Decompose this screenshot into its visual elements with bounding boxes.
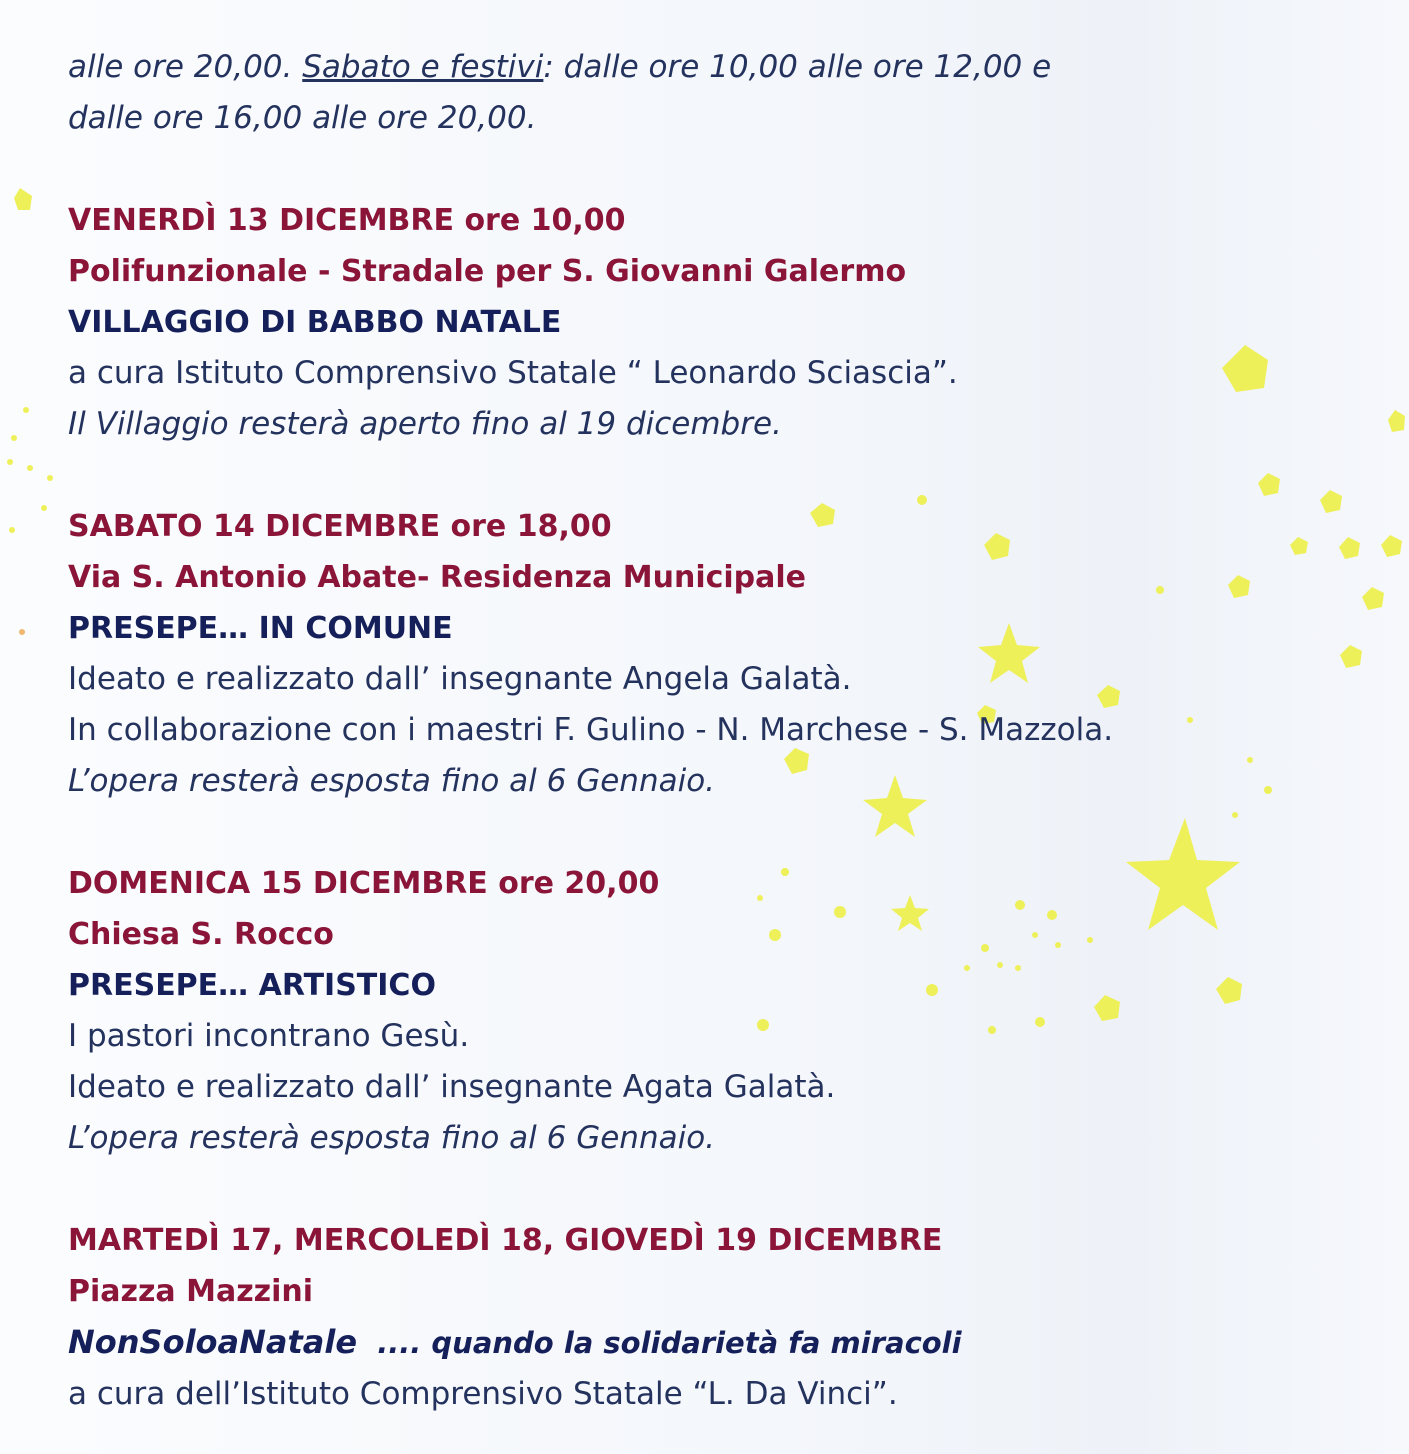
event-note: L’opera resterà esposta fino al 6 Gennaio. bbox=[68, 1120, 716, 1156]
event-place: Piazza Mazzini bbox=[68, 1274, 314, 1309]
event-note: Il Villaggio resterà aperto fino al 19 dicembre. bbox=[68, 406, 782, 442]
event-date: MARTEDÌ 17, MERCOLEDÌ 18, GIOVEDÌ 19 DICEMBRE bbox=[68, 1223, 943, 1258]
event-title: NonSoloaNatale bbox=[68, 1323, 358, 1361]
event-title-line bbox=[68, 1317, 1348, 1369]
intro-line-1 bbox=[68, 42, 1348, 93]
event-date: VENERDÌ 13 DICEMBRE ore 10,00 bbox=[68, 203, 626, 238]
event-place: Polifunzionale - Stradale per S. Giovanni Galermo bbox=[68, 254, 907, 289]
event-date: SABATO 14 DICEMBRE ore 18,00 bbox=[68, 509, 612, 544]
event-line: I pastori incontrano Gesù. bbox=[68, 1018, 470, 1054]
event-place: Chiesa S. Rocco bbox=[68, 917, 334, 952]
event-line: Ideato e realizzato dall’ insegnante Agata Galatà. bbox=[68, 1069, 836, 1105]
event-sabato bbox=[68, 501, 1348, 807]
event-line: a cura Istituto Comprensivo Statale “ Leonardo Sciascia”. bbox=[68, 355, 958, 391]
event-title: PRESEPE… ARTISTICO bbox=[68, 968, 436, 1003]
event-domenica bbox=[68, 858, 1348, 1164]
event-venerdi bbox=[68, 195, 1348, 450]
intro-text: : dalle ore 10,00 alle ore 12,00 e bbox=[543, 49, 1052, 85]
event-place: Via S. Antonio Abate- Residenza Municipale bbox=[68, 560, 807, 595]
event-title: VILLAGGIO DI BABBO NATALE bbox=[68, 305, 562, 340]
event-line: a cura dell’Istituto Comprensivo Statale “L. Da Vinci”. bbox=[68, 1376, 898, 1412]
event-line: In collaborazione con i maestri F. Gulino - N. Marchese - S. Mazzola. bbox=[68, 712, 1114, 748]
event-date: DOMENICA 15 DICEMBRE ore 20,00 bbox=[68, 866, 660, 901]
intro-underlined: Sabato e festivi bbox=[302, 49, 544, 85]
event-subtitle: .... quando la solidarietà fa miracoli bbox=[357, 1326, 962, 1360]
event-martedi bbox=[68, 1215, 1348, 1420]
event-line: Ideato e realizzato dall’ insegnante Angela Galatà. bbox=[68, 661, 852, 697]
intro-line-2: dalle ore 16,00 alle ore 20,00. bbox=[68, 100, 537, 136]
event-program bbox=[68, 42, 1348, 1420]
intro-text: alle ore 20,00. bbox=[68, 49, 303, 85]
event-note: L’opera resterà esposta fino al 6 Gennaio. bbox=[68, 763, 716, 799]
event-title: PRESEPE… IN COMUNE bbox=[68, 611, 453, 646]
